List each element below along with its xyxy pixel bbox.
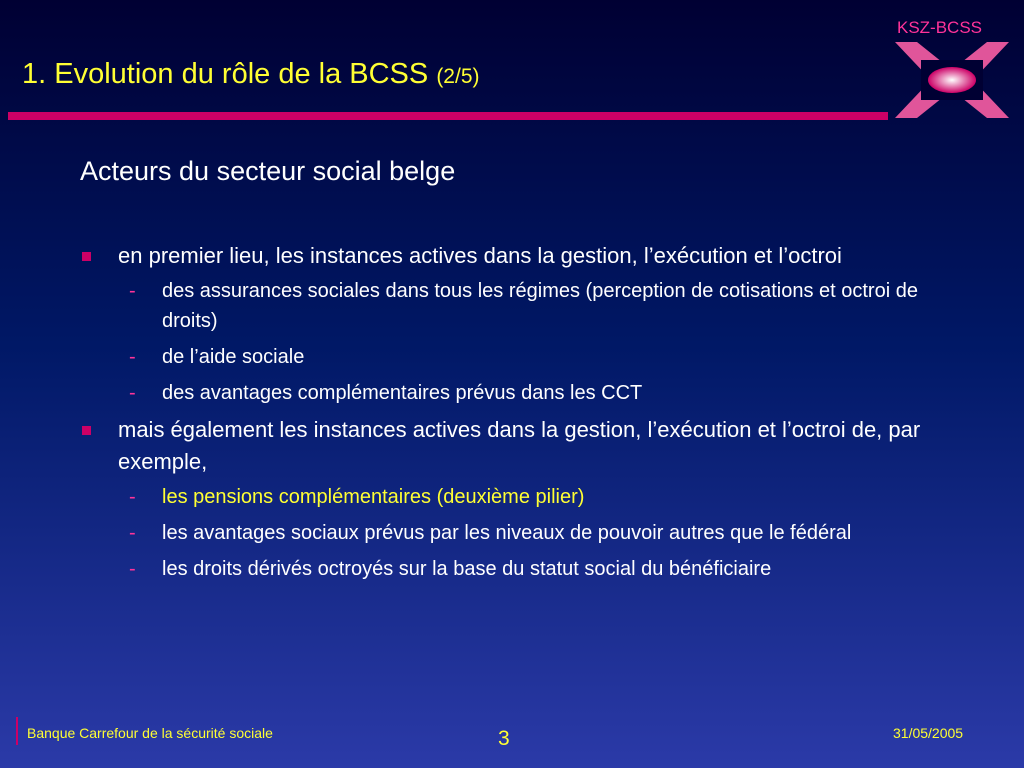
footer-organization: Banque Carrefour de la sécurité sociale <box>27 725 273 741</box>
footer-divider <box>16 717 18 745</box>
bullet-item <box>80 414 950 478</box>
bullet-text: en premier lieu, les instances actives dans la gestion, l’exécution et l’octroi <box>118 243 842 268</box>
slide-title-text: 1. Evolution du rôle de la BCSS <box>22 58 429 90</box>
sub-bullet-text-highlighted: les pensions complémentaires (deuxième pilier) <box>162 486 585 508</box>
page-number: 3 <box>498 727 510 750</box>
square-bullet-icon <box>82 426 91 435</box>
sub-bullet-item <box>80 518 950 548</box>
slide-heading: Acteurs du secteur social belge <box>80 156 456 186</box>
dash-bullet-icon: - <box>129 382 136 404</box>
bullet-text: mais également les instances actives dans la gestion, l’exécution et l’octroi de, par exemple, <box>118 417 921 474</box>
sub-bullet-item <box>80 342 950 372</box>
dash-bullet-icon: - <box>129 346 136 368</box>
title-divider <box>8 112 888 120</box>
dash-bullet-icon: - <box>129 280 136 302</box>
sub-bullet-item <box>80 378 950 408</box>
bullet-item <box>80 240 950 272</box>
sub-bullet-text: des assurances sociales dans tous les régimes (perception de cotisations et octroi de droits) <box>162 280 918 332</box>
footer-date: 31/05/2005 <box>893 725 964 741</box>
dash-bullet-icon: - <box>129 486 136 508</box>
logo-text: KSZ-BCSS <box>897 18 983 37</box>
sub-bullet-text: des avantages complémentaires prévus dans les CCT <box>162 382 643 404</box>
sub-bullet-text: les droits dérivés octroyés sur la base du statut social du bénéficiaire <box>162 558 772 580</box>
sub-bullet-item <box>80 482 950 512</box>
dash-bullet-icon: - <box>129 522 136 544</box>
sub-bullet-item <box>80 276 950 336</box>
sub-bullet-text: les avantages sociaux prévus par les niveaux de pouvoir autres que le fédéral <box>162 522 852 544</box>
slide-title <box>22 58 480 91</box>
bullet-list <box>80 240 950 590</box>
sub-bullet-item <box>80 554 950 584</box>
dash-bullet-icon: - <box>129 558 136 580</box>
sub-bullet-text: de l’aide sociale <box>162 346 305 368</box>
ksz-bcss-logo-icon <box>893 40 1011 120</box>
slide-title-part: (2/5) <box>436 65 480 88</box>
square-bullet-icon <box>82 252 91 261</box>
